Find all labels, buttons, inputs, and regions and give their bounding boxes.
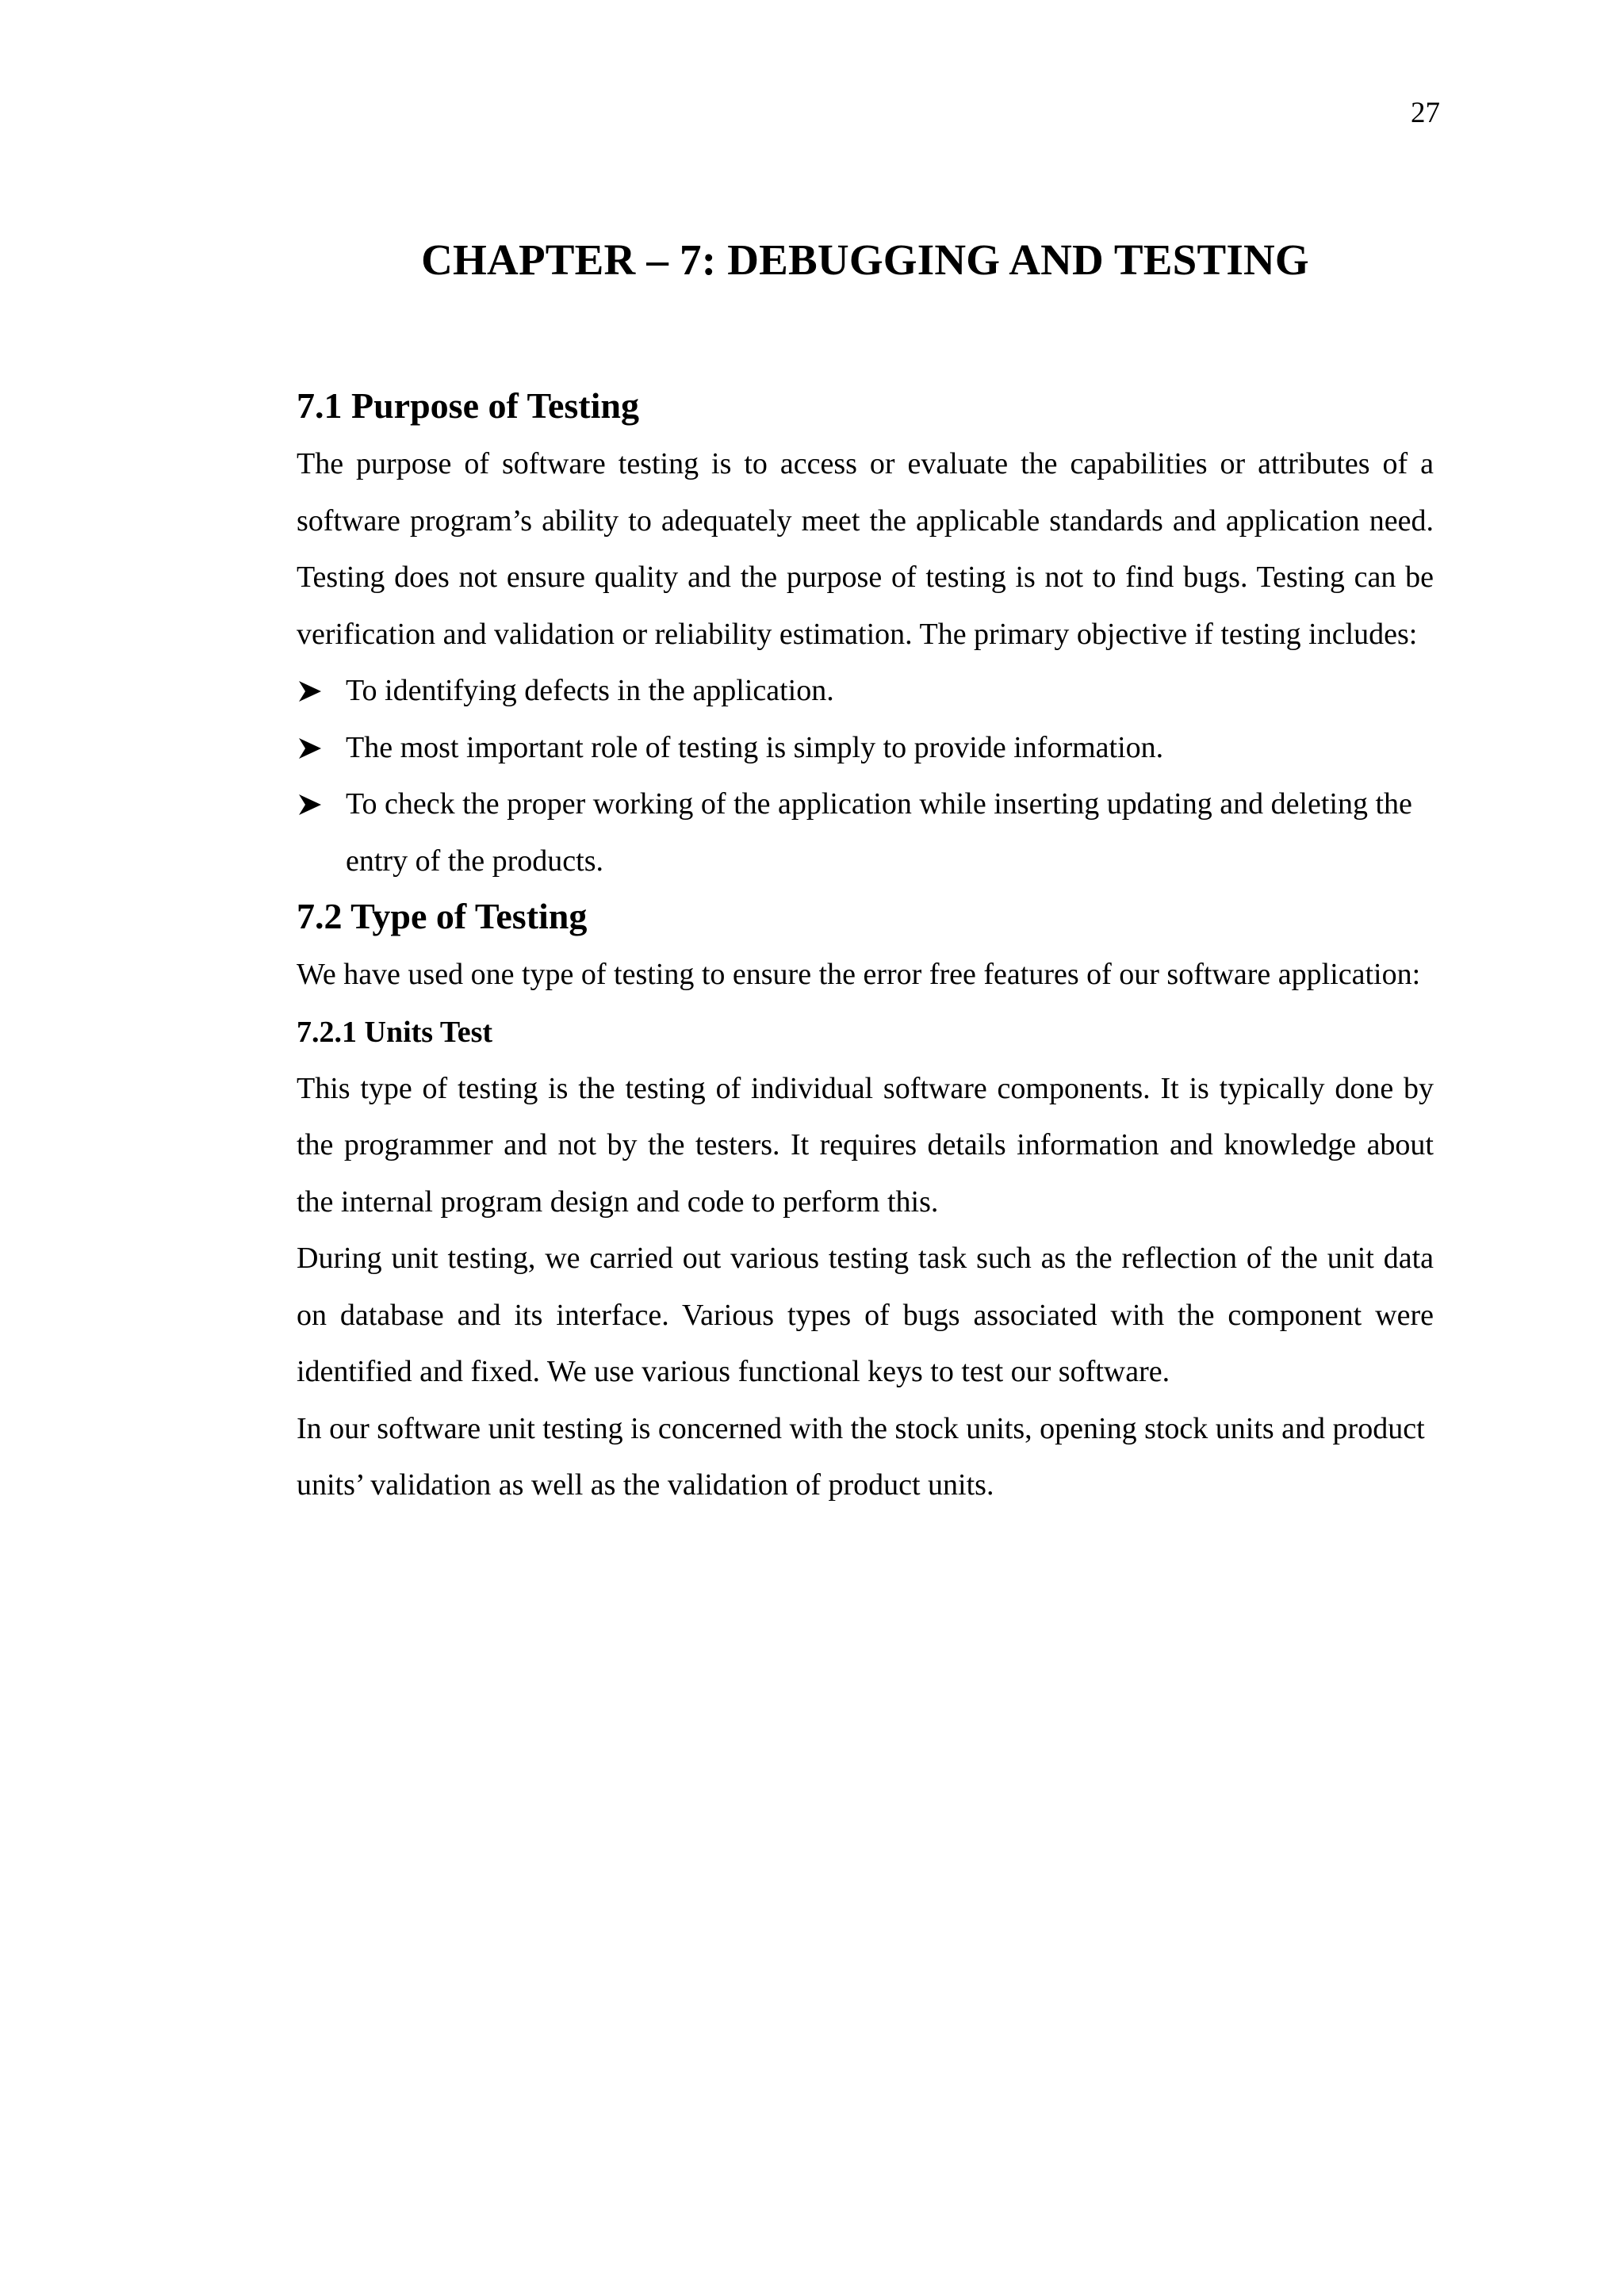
page-number: 27	[1411, 97, 1440, 129]
page-content	[297, 230, 1434, 1514]
objectives-list	[297, 663, 1434, 890]
list-item-text: The most important role of testing is simply to provide information.	[346, 730, 1164, 764]
arrowhead-bullet-icon	[297, 663, 328, 720]
section-heading-purpose: 7.1 Purpose of Testing	[297, 385, 639, 426]
list-item	[297, 720, 1434, 777]
list-item	[297, 663, 1434, 720]
list-item-text: To check the proper working of the application while inserting updating and deleting the entry of the products.	[346, 787, 1412, 878]
list-item	[297, 776, 1434, 890]
arrowhead-bullet-icon	[297, 720, 328, 777]
type-paragraph: We have used one type of testing to ensure the error free features of our software application:	[297, 958, 1421, 991]
arrowhead-bullet-icon	[297, 776, 328, 833]
list-item-text: To identifying defects in the application.	[346, 674, 834, 707]
chapter-title: CHAPTER – 7: DEBUGGING AND TESTING	[421, 235, 1309, 284]
units-test-paragraph-1: This type of testing is the testing of individual software components. It is typically done by the programmer and not by the testers. It requires details information and knowledge about the internal program design and code to perform this.	[297, 1071, 1434, 1219]
units-test-paragraph-2: During unit testing, we carried out various testing task such as the reflection of the unit data on database and its interface. Various types of bugs associated with the component were identified and fixed. We use various functional keys to test our software.	[297, 1242, 1434, 1388]
purpose-paragraph: The purpose of software testing is to access or evaluate the capabilities or attributes of a software program’s ability to adequately meet the applicable standards and application need. Testing does not ensure quality and the purpose of testing is not to find bugs. Testing can be verification and validation or reliability estimation. The primary objective if testing includes:	[297, 447, 1434, 651]
spacer	[297, 290, 1434, 382]
units-test-paragraph-3: In our software unit testing is concerned with the stock units, opening stock units and product units’ validation as well as the validation of product units.	[297, 1411, 1425, 1502]
section-heading-type: 7.2 Type of Testing	[297, 896, 588, 936]
subsection-heading-units-test: 7.2.1 Units Test	[297, 1015, 493, 1049]
